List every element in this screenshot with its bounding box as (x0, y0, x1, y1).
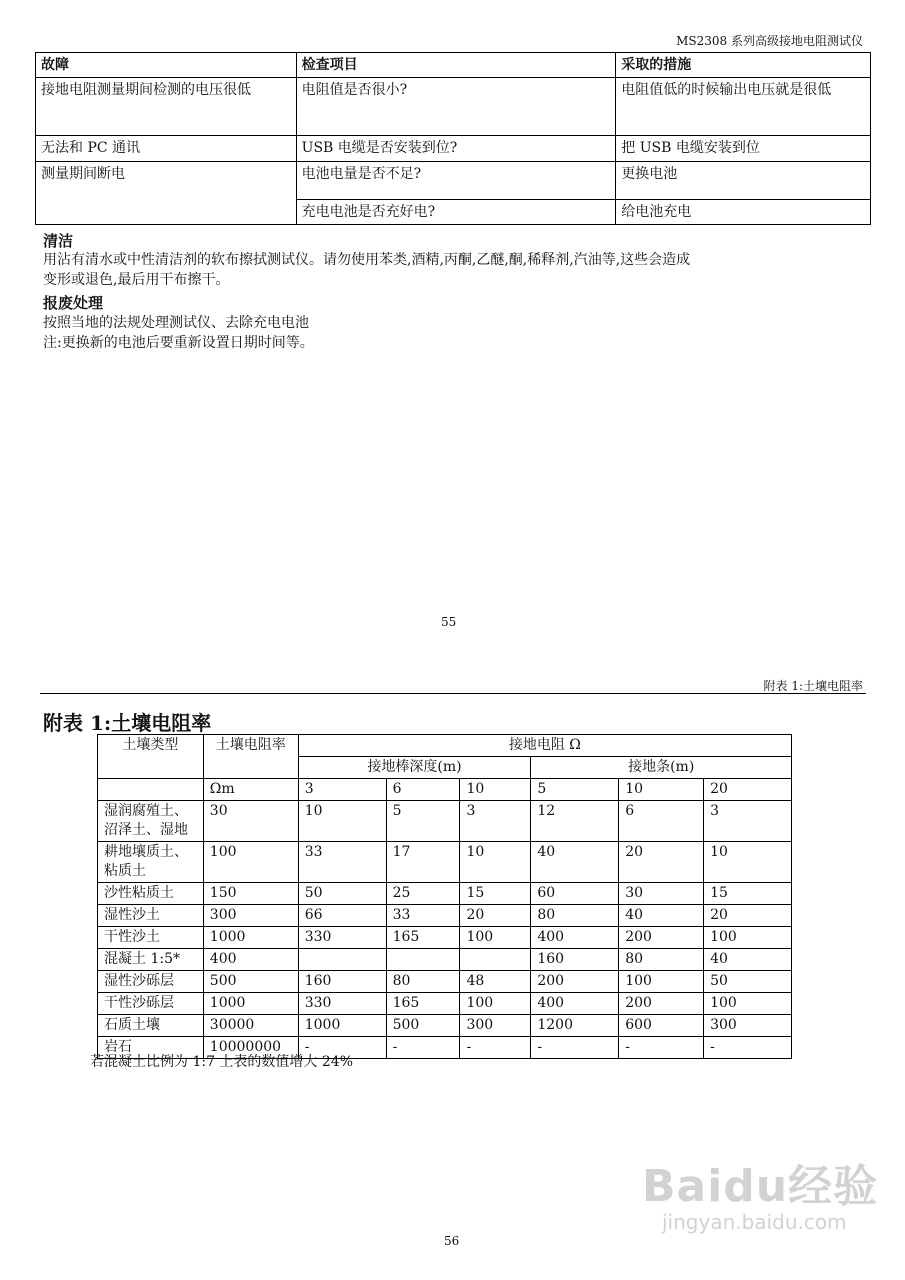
value-cell: - (619, 1037, 704, 1059)
page-header: 附表 1:土壤电阻率 (763, 679, 863, 693)
watermark-brand: Baidu经验 (642, 1161, 879, 1212)
rod-depth-cell: 6 (386, 779, 460, 801)
value-cell: 40 (531, 842, 619, 883)
header-rod-depth: 接地棒深度(m) (298, 757, 531, 779)
value-cell: 6 (619, 801, 704, 842)
header-soil-type: 土壤类型 (98, 735, 204, 779)
table-row (98, 971, 792, 993)
resistivity-cell: 500 (203, 971, 298, 993)
value-cell: 80 (386, 971, 460, 993)
resistivity-cell: 150 (203, 883, 298, 905)
table-footnote: 若混凝土比例为 1:7 上表的数值增大 24% (90, 1054, 353, 1070)
value-cell: 400 (531, 927, 619, 949)
value-cell: 200 (531, 971, 619, 993)
table-row (98, 993, 792, 1015)
value-cell: 50 (704, 971, 792, 993)
resistivity-cell: 30000 (203, 1015, 298, 1037)
table-row (98, 883, 792, 905)
header-strip-length: 接地条(m) (531, 757, 792, 779)
value-cell: 30 (619, 883, 704, 905)
value-cell: 200 (619, 993, 704, 1015)
value-cell: 33 (298, 842, 386, 883)
soil-type-cell: 湿润腐殖土、 沼泽土、湿地 (98, 801, 204, 842)
value-cell: 5 (386, 801, 460, 842)
value-cell: 80 (531, 905, 619, 927)
watermark-url: jingyan.baidu.com (662, 1210, 847, 1234)
resistivity-cell: 100 (203, 842, 298, 883)
resistivity-cell: 400 (203, 949, 298, 971)
value-cell: 1000 (298, 1015, 386, 1037)
check-cell: 充电电池是否充好电? (296, 200, 616, 225)
soil-type-cell: 湿性沙土 (98, 905, 204, 927)
header-fault: 故障 (36, 53, 297, 78)
value-cell: 160 (531, 949, 619, 971)
value-cell: 10 (298, 801, 386, 842)
value-cell: - (531, 1037, 619, 1059)
table-row (98, 801, 792, 842)
value-cell: 300 (704, 1015, 792, 1037)
disposal-heading: 报废处理 (43, 294, 104, 312)
note-text: 注:更换新的电池后要重新设置日期时间等。 (43, 335, 314, 351)
page-header: MS2308 系列高级接地电阻测试仪 (676, 34, 863, 48)
fault-cell: 无法和 PC 通讯 (36, 136, 297, 162)
page-number: 56 (444, 1234, 460, 1248)
value-cell: 400 (531, 993, 619, 1015)
value-cell: 165 (386, 993, 460, 1015)
value-cell: 66 (298, 905, 386, 927)
value-cell: 60 (531, 883, 619, 905)
page-title: 附表 1:土壤电阻率 (43, 711, 212, 735)
value-cell: 3 (460, 801, 531, 842)
table-header-row (36, 53, 871, 78)
resistivity-cell: 300 (203, 905, 298, 927)
rod-depth-cell: 3 (298, 779, 386, 801)
header-grounding-resistance: 接地电阻 Ω (298, 735, 791, 757)
value-cell: 330 (298, 993, 386, 1015)
value-cell: 1200 (531, 1015, 619, 1037)
resistivity-cell: 1000 (203, 927, 298, 949)
page-number: 55 (441, 615, 457, 629)
value-cell: - (298, 1037, 386, 1059)
value-cell: 20 (704, 905, 792, 927)
value-cell: 33 (386, 905, 460, 927)
value-cell: 330 (298, 927, 386, 949)
value-cell: 100 (619, 971, 704, 993)
cleaning-text-line1: 用沾有清水或中性清洁剂的软布擦拭测试仪。请勿使用苯类,酒精,丙酮,乙醚,酮,稀释剂,汽油等,这些会造成 (43, 252, 691, 268)
resistivity-cell: 10000000 (203, 1037, 298, 1059)
unit-cell: Ωm (203, 779, 298, 801)
check-cell: 电阻值是否很小? (296, 78, 616, 136)
soil-type-cell: 干性沙土 (98, 927, 204, 949)
header-divider (40, 693, 866, 694)
value-cell: 200 (619, 927, 704, 949)
cleaning-heading: 清洁 (43, 232, 74, 250)
value-cell: 40 (619, 905, 704, 927)
soil-type-cell: 混凝土 1:5* (98, 949, 204, 971)
fault-cell: 测量期间断电 (36, 162, 297, 225)
value-cell: 100 (460, 993, 531, 1015)
resistivity-cell: 30 (203, 801, 298, 842)
header-action: 采取的措施 (616, 53, 871, 78)
value-cell: 15 (460, 883, 531, 905)
value-cell: 20 (460, 905, 531, 927)
value-cell: 160 (298, 971, 386, 993)
value-cell (460, 949, 531, 971)
value-cell (298, 949, 386, 971)
value-cell: 300 (460, 1015, 531, 1037)
value-cell: 500 (386, 1015, 460, 1037)
disposal-text: 按照当地的法规处理测试仪、去除充电电池 (43, 315, 309, 331)
troubleshooting-table (35, 52, 871, 225)
soil-type-cell: 耕地壤质土、 粘质土 (98, 842, 204, 883)
value-cell: 15 (704, 883, 792, 905)
soil-type-cell: 岩石 (98, 1037, 204, 1059)
check-cell: USB 电缆是否安装到位? (296, 136, 616, 162)
rod-depth-cell: 10 (460, 779, 531, 801)
check-cell: 电池电量是否不足? (296, 162, 616, 200)
table-row (36, 136, 871, 162)
strip-length-cell: 5 (531, 779, 619, 801)
value-cell: 10 (704, 842, 792, 883)
header-resistivity: 土壤电阻率 (203, 735, 298, 779)
table-row (98, 905, 792, 927)
soil-type-cell: 沙性粘质土 (98, 883, 204, 905)
value-cell: - (704, 1037, 792, 1059)
value-cell: 100 (460, 927, 531, 949)
value-cell (386, 949, 460, 971)
table-row (98, 1015, 792, 1037)
value-cell: 100 (704, 927, 792, 949)
cleaning-text-line2: 变形或退色,最后用干布擦干。 (43, 272, 230, 288)
soil-type-cell: 干性沙砾层 (98, 993, 204, 1015)
action-cell: 给电池充电 (616, 200, 871, 225)
value-cell: 3 (704, 801, 792, 842)
value-cell: 48 (460, 971, 531, 993)
resistivity-cell: 1000 (203, 993, 298, 1015)
table-row (36, 162, 871, 200)
fault-cell: 接地电阻测量期间检测的电压很低 (36, 78, 297, 136)
value-cell: 50 (298, 883, 386, 905)
value-cell: - (460, 1037, 531, 1059)
table-row (98, 949, 792, 971)
action-cell: 更换电池 (616, 162, 871, 200)
value-cell: 20 (619, 842, 704, 883)
value-cell: 600 (619, 1015, 704, 1037)
value-cell: 17 (386, 842, 460, 883)
header-check: 检查项目 (296, 53, 616, 78)
soil-resistivity-table (97, 734, 792, 1059)
soil-type-cell: 湿性沙砾层 (98, 971, 204, 993)
value-cell: 100 (704, 993, 792, 1015)
table-row (36, 78, 871, 136)
value-cell: 40 (704, 949, 792, 971)
action-cell: 把 USB 电缆安装到位 (616, 136, 871, 162)
table-row (98, 842, 792, 883)
action-cell: 电阻值低的时候输出电压就是很低 (616, 78, 871, 136)
value-cell: 12 (531, 801, 619, 842)
value-cell: 10 (460, 842, 531, 883)
soil-type-cell: 石质土壤 (98, 1015, 204, 1037)
strip-length-cell: 20 (704, 779, 792, 801)
table-row (98, 927, 792, 949)
strip-length-cell: 10 (619, 779, 704, 801)
value-cell: 80 (619, 949, 704, 971)
value-cell: 165 (386, 927, 460, 949)
empty-cell (98, 779, 204, 801)
value-cell: 25 (386, 883, 460, 905)
value-cell: - (386, 1037, 460, 1059)
